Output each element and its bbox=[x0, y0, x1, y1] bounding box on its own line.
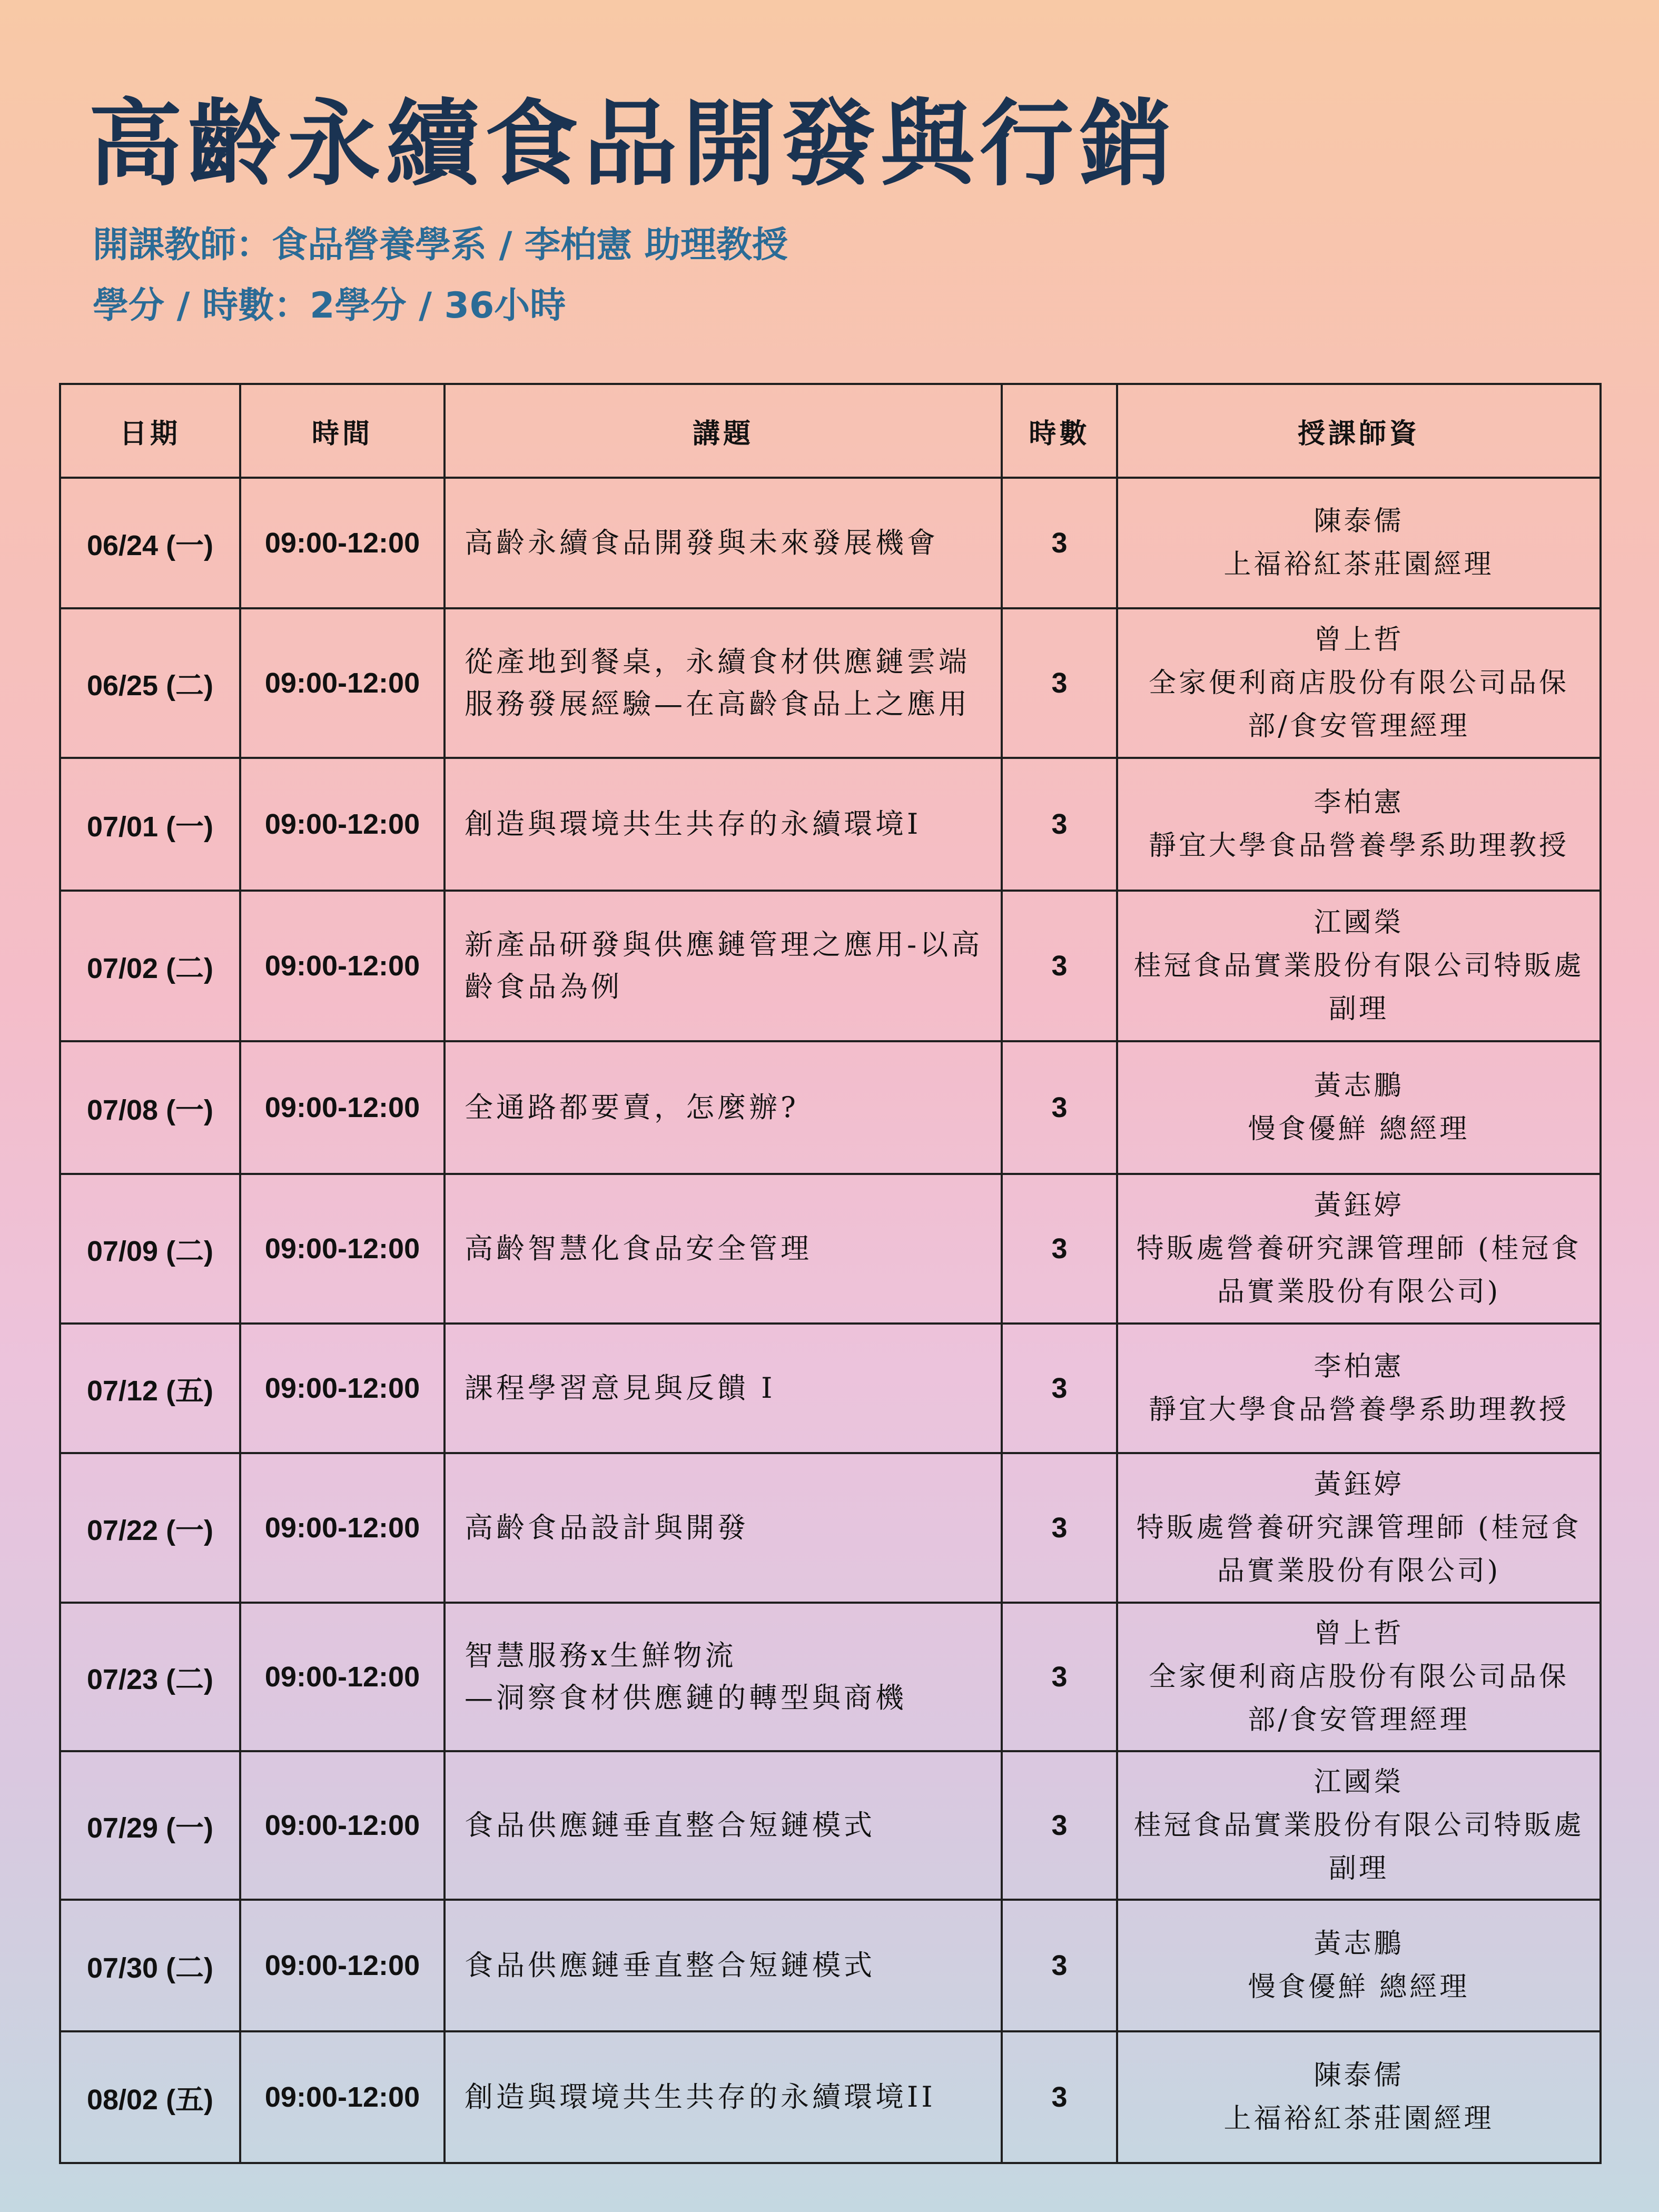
time-cell: 09:00-12:00 bbox=[240, 1751, 445, 1900]
teacher-title: 特販處營養研究課管理師 (桂冠食品實業股份有限公司) bbox=[1136, 1512, 1582, 1587]
hours-cell: 3 bbox=[1002, 1324, 1117, 1453]
date-cell: 07/22 (一) bbox=[60, 1453, 240, 1603]
header-topic: 講題 bbox=[445, 384, 1002, 478]
header-teacher: 授課師資 bbox=[1117, 384, 1601, 478]
teacher-title: 靜宜大學食品營養學系助理教授 bbox=[1148, 830, 1569, 862]
hours-cell: 3 bbox=[1002, 1751, 1117, 1900]
teacher-title: 靜宜大學食品營養學系助理教授 bbox=[1148, 1394, 1569, 1426]
page-title: 高齡永續食品開發與行銷 bbox=[88, 90, 1178, 199]
topic-cell: 新產品研發與供應鏈管理之應用-以高齡食品為例 bbox=[445, 891, 1002, 1041]
teacher-title: 全家便利商店股份有限公司品保部/食安管理經理 bbox=[1148, 1661, 1569, 1736]
time-cell: 09:00-12:00 bbox=[240, 478, 445, 608]
topic-cell: 課程學習意見與反饋 I bbox=[445, 1324, 1002, 1453]
date-cell: 07/12 (五) bbox=[60, 1324, 240, 1453]
teacher-title: 全家便利商店股份有限公司品保部/食安管理經理 bbox=[1148, 667, 1569, 742]
table-row bbox=[60, 1174, 1601, 1324]
teacher-cell bbox=[1117, 758, 1601, 891]
table-body bbox=[60, 478, 1601, 2163]
time-cell: 09:00-12:00 bbox=[240, 1603, 445, 1751]
hours-cell: 3 bbox=[1002, 758, 1117, 891]
time-cell: 09:00-12:00 bbox=[240, 1900, 445, 2031]
table-row bbox=[60, 1324, 1601, 1453]
teacher-name: 江國榮 bbox=[1314, 1766, 1404, 1798]
table-header-row bbox=[60, 384, 1601, 478]
time-cell: 09:00-12:00 bbox=[240, 1041, 445, 1174]
date-cell: 07/08 (一) bbox=[60, 1041, 240, 1174]
hours-cell: 3 bbox=[1002, 1041, 1117, 1174]
table-row bbox=[60, 1603, 1601, 1751]
table-row bbox=[60, 1041, 1601, 1174]
teacher-cell bbox=[1117, 2031, 1601, 2163]
time-cell: 09:00-12:00 bbox=[240, 1174, 445, 1324]
date-cell: 07/29 (一) bbox=[60, 1751, 240, 1900]
hours-cell: 3 bbox=[1002, 1174, 1117, 1324]
hours-cell: 3 bbox=[1002, 1900, 1117, 2031]
table-row bbox=[60, 1900, 1601, 2031]
time-cell: 09:00-12:00 bbox=[240, 608, 445, 758]
topic-cell: 食品供應鏈垂直整合短鏈模式 bbox=[445, 1751, 1002, 1900]
time-cell: 09:00-12:00 bbox=[240, 1324, 445, 1453]
table-row bbox=[60, 1751, 1601, 1900]
time-cell: 09:00-12:00 bbox=[240, 758, 445, 891]
teacher-name: 李柏憲 bbox=[1314, 1351, 1404, 1382]
header-date: 日期 bbox=[60, 384, 240, 478]
teacher-cell bbox=[1117, 1453, 1601, 1603]
teacher-name: 江國榮 bbox=[1314, 907, 1404, 939]
schedule-table bbox=[59, 383, 1602, 2164]
teacher-cell bbox=[1117, 608, 1601, 758]
time-cell: 09:00-12:00 bbox=[240, 1453, 445, 1603]
table-row bbox=[60, 891, 1601, 1041]
hours-cell: 3 bbox=[1002, 891, 1117, 1041]
table-row bbox=[60, 478, 1601, 608]
teacher-cell bbox=[1117, 1603, 1601, 1751]
hours-cell: 3 bbox=[1002, 1603, 1117, 1751]
time-cell: 09:00-12:00 bbox=[240, 2031, 445, 2163]
teacher-cell bbox=[1117, 1174, 1601, 1324]
teacher-title: 上福裕紅茶莊園經理 bbox=[1223, 549, 1494, 580]
teacher-name: 曾上哲 bbox=[1314, 1618, 1404, 1650]
table-row bbox=[60, 1453, 1601, 1603]
teacher-cell bbox=[1117, 1324, 1601, 1453]
date-cell: 06/24 (一) bbox=[60, 478, 240, 608]
date-cell: 07/09 (二) bbox=[60, 1174, 240, 1324]
topic-cell: 全通路都要賣，怎麼辦? bbox=[445, 1041, 1002, 1174]
topic-cell: 食品供應鏈垂直整合短鏈模式 bbox=[445, 1900, 1002, 2031]
header-hours: 時數 bbox=[1002, 384, 1117, 478]
date-cell: 07/30 (二) bbox=[60, 1900, 240, 2031]
hours-cell: 3 bbox=[1002, 608, 1117, 758]
teacher-name: 陳泰儒 bbox=[1314, 506, 1404, 537]
teacher-cell bbox=[1117, 891, 1601, 1041]
time-cell: 09:00-12:00 bbox=[240, 891, 445, 1041]
teacher-title: 桂冠食品實業股份有限公司特販處副理 bbox=[1133, 1810, 1584, 1884]
table-row bbox=[60, 608, 1601, 758]
date-cell: 07/01 (一) bbox=[60, 758, 240, 891]
credit-hours-line: 學分 / 時數：2學分 / 36小時 bbox=[93, 285, 566, 327]
date-cell: 07/23 (二) bbox=[60, 1603, 240, 1751]
date-cell: 06/25 (二) bbox=[60, 608, 240, 758]
header-time: 時間 bbox=[240, 384, 445, 478]
teacher-name: 黃志鵬 bbox=[1314, 1070, 1404, 1102]
teacher-title: 特販處營養研究課管理師 (桂冠食品實業股份有限公司) bbox=[1136, 1233, 1582, 1308]
date-cell: 07/02 (二) bbox=[60, 891, 240, 1041]
teacher-cell bbox=[1117, 1041, 1601, 1174]
table-row bbox=[60, 2031, 1601, 2163]
teacher-title: 慢食優鮮 總經理 bbox=[1248, 1113, 1470, 1145]
teacher-name: 曾上哲 bbox=[1314, 624, 1404, 656]
teacher-title: 慢食優鮮 總經理 bbox=[1248, 1971, 1470, 2003]
hours-cell: 3 bbox=[1002, 1453, 1117, 1603]
table-row bbox=[60, 758, 1601, 891]
teacher-name: 黃鈺婷 bbox=[1314, 1190, 1404, 1221]
topic-cell: 創造與環境共生共存的永續環境I bbox=[445, 758, 1002, 891]
topic-cell: 創造與環境共生共存的永續環境II bbox=[445, 2031, 1002, 2163]
teacher-cell bbox=[1117, 478, 1601, 608]
topic-cell: 高齡食品設計與開發 bbox=[445, 1453, 1002, 1603]
topic-cell: 從產地到餐桌，永續食材供應鏈雲端服務發展經驗—在高齡食品上之應用 bbox=[445, 608, 1002, 758]
teacher-name: 陳泰儒 bbox=[1314, 2060, 1404, 2091]
teacher-cell bbox=[1117, 1751, 1601, 1900]
hours-cell: 3 bbox=[1002, 2031, 1117, 2163]
teacher-title: 桂冠食品實業股份有限公司特販處副理 bbox=[1133, 950, 1584, 1025]
date-cell: 08/02 (五) bbox=[60, 2031, 240, 2163]
topic-cell: 智慧服務x生鮮物流 —洞察食材供應鏈的轉型與商機 bbox=[445, 1603, 1002, 1751]
teacher-name: 黃志鵬 bbox=[1314, 1928, 1404, 1960]
teacher-name: 李柏憲 bbox=[1314, 787, 1404, 818]
teacher-cell bbox=[1117, 1900, 1601, 2031]
teacher-name: 黃鈺婷 bbox=[1314, 1469, 1404, 1500]
instructor-line: 開課教師：食品營養學系 / 李柏憲 助理教授 bbox=[93, 224, 788, 266]
topic-cell: 高齡永續食品開發與未來發展機會 bbox=[445, 478, 1002, 608]
teacher-title: 上福裕紅茶莊園經理 bbox=[1223, 2103, 1494, 2135]
topic-cell: 高齡智慧化食品安全管理 bbox=[445, 1174, 1002, 1324]
hours-cell: 3 bbox=[1002, 478, 1117, 608]
